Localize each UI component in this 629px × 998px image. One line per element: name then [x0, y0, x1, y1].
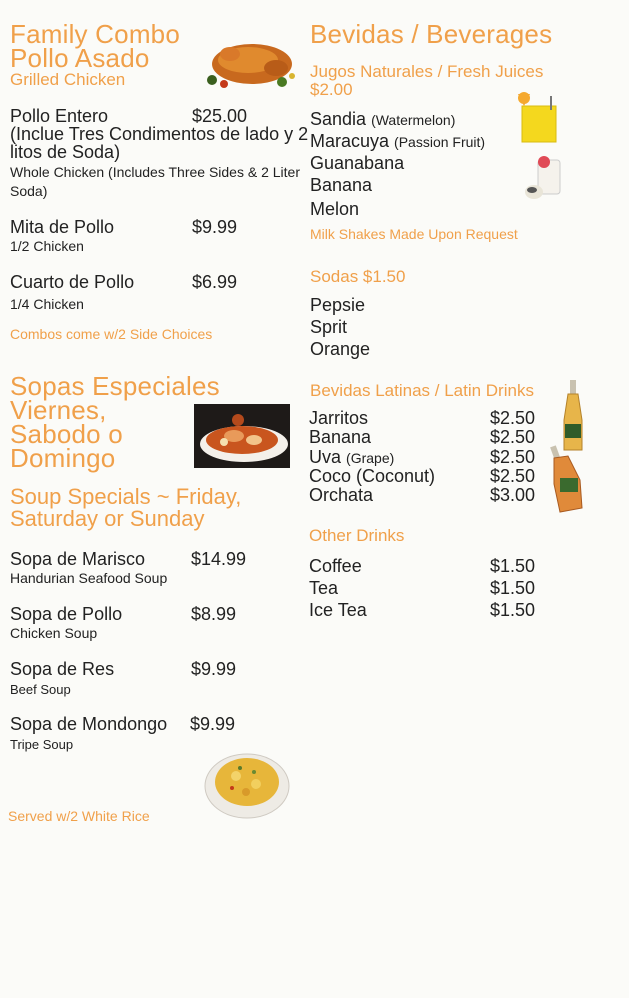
sopas-title-line: Domingo [10, 443, 116, 473]
other-drink-price: $1.50 [490, 556, 536, 576]
soup-bowl-image [194, 404, 290, 468]
juice-glasses-image [512, 92, 574, 204]
juice-item [310, 109, 455, 130]
family-item-english: 1/2 Chicken [10, 238, 84, 254]
juice-item [310, 131, 485, 152]
latin-drink-item [309, 428, 371, 446]
latin-drink-item [309, 409, 368, 427]
soup-specials-line: Saturday or Sunday [10, 506, 205, 531]
sopas-title-line: Sabodo o [10, 419, 123, 449]
roast-chicken-image [200, 34, 300, 92]
family-item-price: $6.99 [192, 272, 238, 292]
soda-item: Pepsie [310, 295, 366, 315]
other-drink-name: Tea [309, 578, 339, 598]
latin-drink-price: $3.00 [490, 485, 536, 505]
soup-item-price: $14.99 [191, 549, 247, 569]
juice-item [310, 199, 359, 220]
juices-heading-text: Jugos Naturales / Fresh Juices [310, 62, 544, 81]
juice-item [310, 175, 372, 196]
sopas-title-line: Viernes, [10, 395, 107, 425]
juices-heading [310, 63, 543, 99]
soup-item-price: $9.99 [190, 714, 236, 734]
juice-name: Maracuya [310, 131, 390, 151]
latin-drinks-heading: Bevidas Latinas / Latin Drinks [310, 381, 534, 400]
family-item-name: Mita de Pollo [10, 217, 115, 237]
latin-drink-name: Orchata [309, 485, 374, 505]
family-item-detail: (Inclue Tres Condimentos de lado y 2 litos de Soda) [10, 124, 309, 162]
latin-drink-price: $2.50 [490, 408, 536, 428]
family-item-english: 1/4 Chicken [10, 296, 84, 312]
latin-soda-bottles-image [546, 380, 590, 514]
soup-item-english: Chicken Soup [10, 625, 98, 641]
family-title-line1: Family Combo [10, 19, 180, 49]
soup-specials-english [10, 486, 241, 530]
soup-specials-line: Soup Specials ~ Friday, [10, 484, 242, 509]
other-drinks-heading: Other Drinks [309, 526, 405, 545]
family-item-name: Pollo Entero [10, 106, 109, 126]
soup-item-price: $9.99 [191, 659, 237, 679]
sopas-title-line: Sopas Especiales [10, 371, 220, 401]
soup-rice-note: Served w/2 White Rice [8, 808, 150, 824]
soup-item-price: $8.99 [191, 604, 237, 624]
other-drink-name: Coffee [309, 556, 362, 576]
family-item-name: Cuarto de Pollo [10, 272, 135, 292]
family-combo-title [10, 19, 180, 73]
juice-name: Banana [310, 175, 373, 195]
family-item-price: $9.99 [192, 217, 238, 237]
sodas-heading: Sodas $1.50 [310, 267, 406, 286]
mondongo-bowl-image [204, 748, 290, 820]
soup-item-name: Sopa de Mondongo [10, 714, 168, 734]
juice-name: Melon [310, 199, 360, 219]
soup-item-name: Sopa de Pollo [10, 604, 123, 624]
juices-price: $2.00 [310, 80, 353, 99]
soda-item: Orange [310, 339, 371, 359]
milkshake-note: Milk Shakes Made Upon Request [310, 226, 518, 242]
latin-drink-name: Jarritos [309, 408, 369, 428]
latin-drink-name: Uva [309, 447, 342, 467]
latin-drink-item [309, 448, 394, 467]
juice-name: Guanabana [310, 153, 405, 173]
family-title-line2: Pollo Asado [10, 43, 150, 73]
juice-name: Sandia [310, 109, 367, 129]
family-item-english: Whole Chicken (Includes Three Sides & 2 Liter Soda) [10, 164, 300, 199]
latin-drink-price: $2.50 [490, 447, 536, 467]
soup-item-name: Sopa de Res [10, 659, 115, 679]
sopas-title [10, 371, 220, 473]
soup-item-english: Handurian Seafood Soup [10, 570, 168, 586]
soup-item-english: Beef Soup [10, 682, 71, 697]
juice-item [310, 153, 404, 174]
other-drink-name: Ice Tea [309, 600, 367, 620]
latin-drink-name: Banana [309, 427, 372, 447]
latin-drink-english: (Grape) [346, 450, 395, 466]
soup-item-name: Sopa de Marisco [10, 549, 146, 569]
latin-drink-price: $2.50 [490, 466, 536, 486]
soda-item: Sprit [310, 317, 348, 337]
latin-drink-name: Coco (Coconut) [309, 466, 436, 486]
latin-drink-item [309, 467, 435, 485]
family-item-price: $25.00 [192, 106, 248, 126]
latin-drink-price: $2.50 [490, 427, 536, 447]
other-drink-price: $1.50 [490, 578, 536, 598]
latin-drink-item [309, 486, 373, 504]
family-subtitle: Grilled Chicken [10, 70, 126, 89]
soup-item-english: Tripe Soup [10, 737, 74, 752]
bevidas-title: Bevidas / Beverages [310, 19, 553, 49]
family-combo-note: Combos come w/2 Side Choices [10, 326, 213, 342]
other-drink-price: $1.50 [490, 600, 536, 620]
juice-english: (Watermelon) [371, 112, 456, 128]
juice-english: (Passion Fruit) [394, 134, 486, 150]
